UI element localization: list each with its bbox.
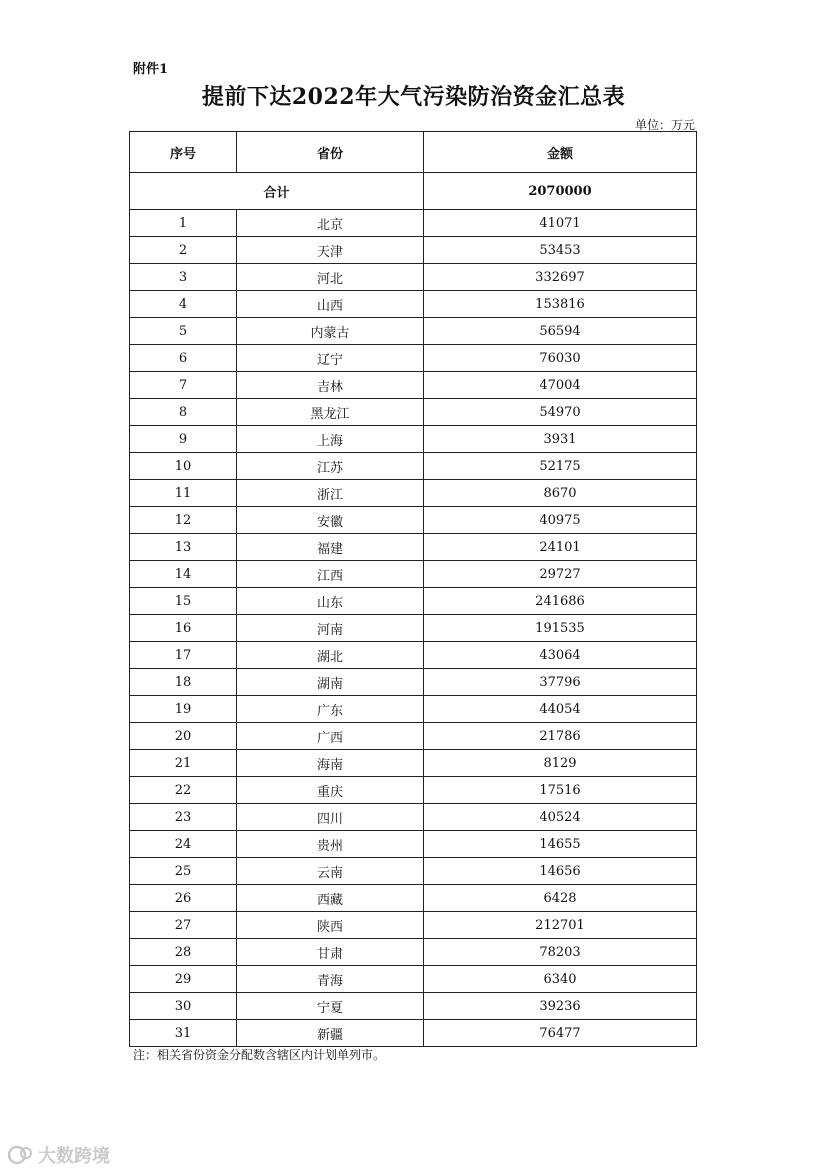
table-row (130, 939, 697, 966)
table-row (130, 534, 697, 561)
table-row (130, 1020, 697, 1047)
cell-index: 10 (130, 453, 237, 480)
cell-amount: 76477 (424, 1020, 697, 1047)
table-row (130, 372, 697, 399)
cell-index: 25 (130, 858, 237, 885)
watermark-text: 大数跨境 (38, 1146, 110, 1167)
table-row (130, 318, 697, 345)
cell-province: 黑龙江 (237, 399, 424, 426)
cell-amount: 78203 (424, 939, 697, 966)
cell-index: 30 (130, 993, 237, 1020)
cell-index: 1 (130, 210, 237, 237)
cell-index: 18 (130, 669, 237, 696)
cell-province: 河北 (237, 264, 424, 291)
table-row (130, 885, 697, 912)
table-row (130, 453, 697, 480)
cell-province: 陕西 (237, 912, 424, 939)
cell-province: 海南 (237, 750, 424, 777)
cell-province: 辽宁 (237, 345, 424, 372)
total-value: 2070000 (424, 173, 697, 210)
cell-index: 9 (130, 426, 237, 453)
table-row (130, 615, 697, 642)
cell-amount: 241686 (424, 588, 697, 615)
cell-province: 山东 (237, 588, 424, 615)
cell-index: 21 (130, 750, 237, 777)
table-row (130, 669, 697, 696)
cell-index: 11 (130, 480, 237, 507)
attachment-label: 附件1 (133, 62, 169, 77)
table-row (130, 588, 697, 615)
cell-province: 新疆 (237, 1020, 424, 1047)
table-row (130, 993, 697, 1020)
cell-index: 17 (130, 642, 237, 669)
table-row (130, 696, 697, 723)
cell-amount: 41071 (424, 210, 697, 237)
table-header-row (130, 132, 697, 173)
cell-amount: 39236 (424, 993, 697, 1020)
table-row (130, 804, 697, 831)
table-row (130, 777, 697, 804)
header-province: 省份 (237, 132, 424, 173)
total-label: 合计 (130, 173, 424, 210)
cell-amount: 153816 (424, 291, 697, 318)
cell-index: 13 (130, 534, 237, 561)
cell-index: 20 (130, 723, 237, 750)
cell-amount: 29727 (424, 561, 697, 588)
cell-index: 31 (130, 1020, 237, 1047)
cell-province: 上海 (237, 426, 424, 453)
cell-amount: 17516 (424, 777, 697, 804)
cell-index: 7 (130, 372, 237, 399)
cell-amount: 24101 (424, 534, 697, 561)
watermark (8, 1142, 110, 1168)
table-row (130, 750, 697, 777)
cell-index: 28 (130, 939, 237, 966)
cell-province: 湖北 (237, 642, 424, 669)
funding-table (129, 131, 697, 1047)
cell-amount: 40975 (424, 507, 697, 534)
cell-amount: 8670 (424, 480, 697, 507)
cell-province: 福建 (237, 534, 424, 561)
unit-label: 单位：万元 (634, 118, 695, 132)
cell-province: 广西 (237, 723, 424, 750)
cell-index: 23 (130, 804, 237, 831)
cell-province: 湖南 (237, 669, 424, 696)
table-row (130, 858, 697, 885)
cell-province: 江西 (237, 561, 424, 588)
cell-index: 5 (130, 318, 237, 345)
cell-amount: 44054 (424, 696, 697, 723)
cell-province: 广东 (237, 696, 424, 723)
cell-province: 天津 (237, 237, 424, 264)
table-row (130, 237, 697, 264)
cell-amount: 56594 (424, 318, 697, 345)
cell-province: 青海 (237, 966, 424, 993)
cell-province: 贵州 (237, 831, 424, 858)
cell-amount: 54970 (424, 399, 697, 426)
table-row (130, 345, 697, 372)
cell-amount: 212701 (424, 912, 697, 939)
table-row (130, 912, 697, 939)
cell-amount: 52175 (424, 453, 697, 480)
cell-province: 北京 (237, 210, 424, 237)
cell-amount: 332697 (424, 264, 697, 291)
total-row (130, 173, 697, 210)
cell-province: 内蒙古 (237, 318, 424, 345)
cell-province: 山西 (237, 291, 424, 318)
cell-amount: 3931 (424, 426, 697, 453)
cell-amount: 76030 (424, 345, 697, 372)
cell-index: 16 (130, 615, 237, 642)
cell-index: 26 (130, 885, 237, 912)
cell-index: 8 (130, 399, 237, 426)
cell-province: 安徽 (237, 507, 424, 534)
header-amount: 金额 (424, 132, 697, 173)
table-row (130, 642, 697, 669)
table-row (130, 507, 697, 534)
cell-province: 江苏 (237, 453, 424, 480)
table-row (130, 723, 697, 750)
table-row (130, 426, 697, 453)
cell-index: 24 (130, 831, 237, 858)
cell-amount: 6340 (424, 966, 697, 993)
footnote: 注：相关省份资金分配数含辖区内计划单列市。 (133, 1048, 386, 1062)
cell-amount: 53453 (424, 237, 697, 264)
cell-amount: 8129 (424, 750, 697, 777)
cell-index: 15 (130, 588, 237, 615)
cell-amount: 14655 (424, 831, 697, 858)
cell-province: 四川 (237, 804, 424, 831)
brand-logo-icon (8, 1144, 34, 1166)
header-index: 序号 (130, 132, 237, 173)
table-row (130, 264, 697, 291)
table-row (130, 399, 697, 426)
cell-province: 云南 (237, 858, 424, 885)
cell-amount: 191535 (424, 615, 697, 642)
cell-index: 12 (130, 507, 237, 534)
cell-province: 吉林 (237, 372, 424, 399)
cell-province: 河南 (237, 615, 424, 642)
cell-index: 14 (130, 561, 237, 588)
cell-index: 2 (130, 237, 237, 264)
table-row (130, 480, 697, 507)
cell-index: 4 (130, 291, 237, 318)
table-row (130, 210, 697, 237)
cell-index: 22 (130, 777, 237, 804)
cell-amount: 47004 (424, 372, 697, 399)
table-row (130, 966, 697, 993)
cell-province: 甘肃 (237, 939, 424, 966)
cell-index: 27 (130, 912, 237, 939)
cell-amount: 37796 (424, 669, 697, 696)
cell-province: 重庆 (237, 777, 424, 804)
page-title: 提前下达2022年大气污染防治资金汇总表 (201, 84, 626, 110)
cell-amount: 40524 (424, 804, 697, 831)
cell-index: 6 (130, 345, 237, 372)
cell-amount: 43064 (424, 642, 697, 669)
cell-index: 19 (130, 696, 237, 723)
table-row (130, 291, 697, 318)
cell-index: 29 (130, 966, 237, 993)
cell-province: 浙江 (237, 480, 424, 507)
cell-province: 宁夏 (237, 993, 424, 1020)
table-row (130, 831, 697, 858)
cell-province: 西藏 (237, 885, 424, 912)
cell-amount: 14656 (424, 858, 697, 885)
cell-amount: 6428 (424, 885, 697, 912)
table-row (130, 561, 697, 588)
cell-amount: 21786 (424, 723, 697, 750)
cell-index: 3 (130, 264, 237, 291)
